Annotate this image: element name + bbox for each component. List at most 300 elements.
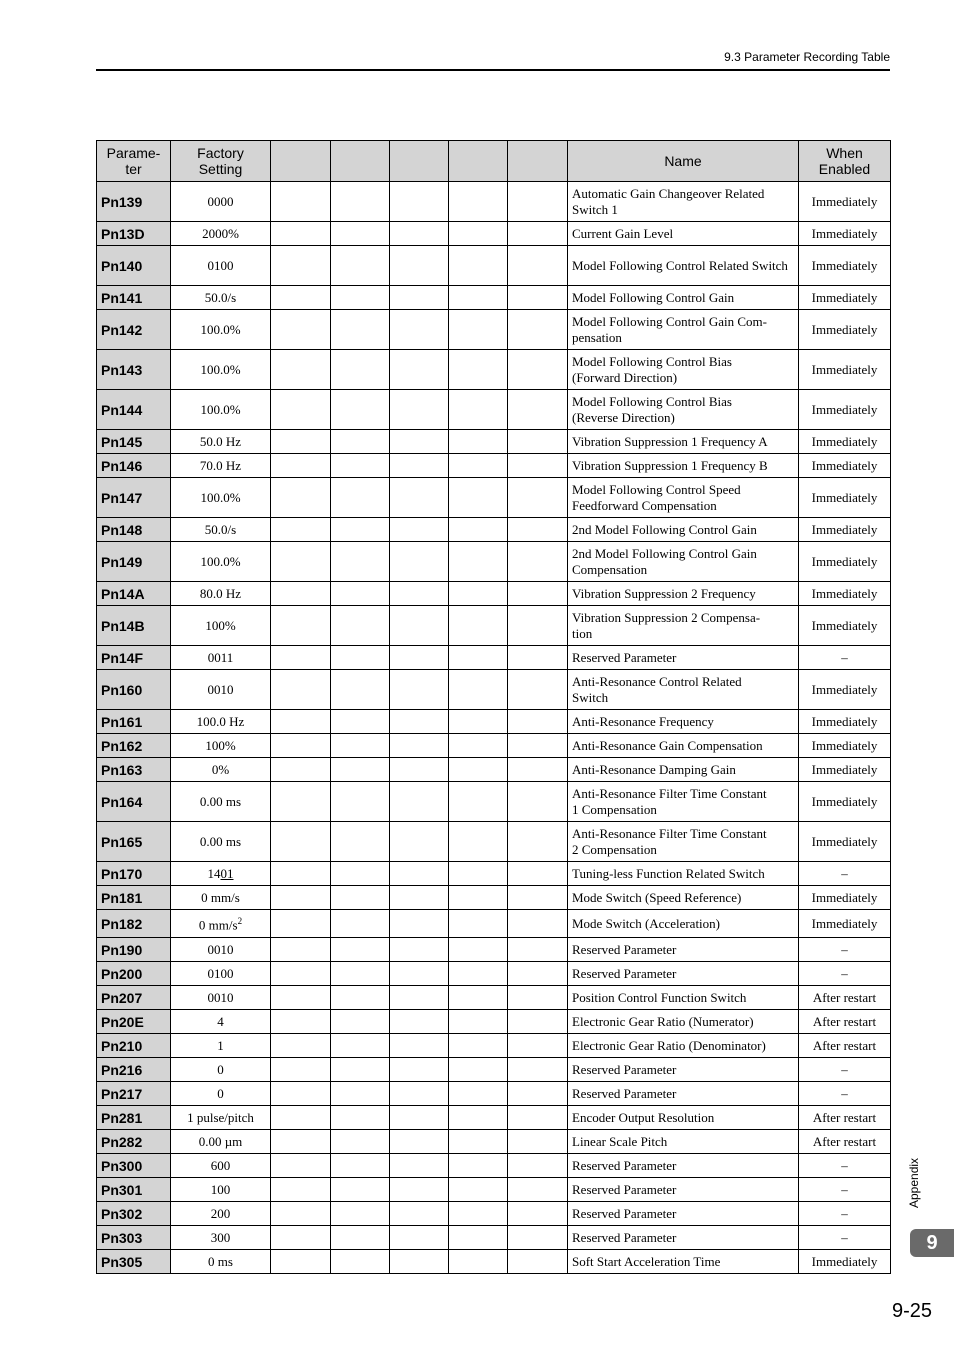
when-enabled <box>799 182 891 222</box>
record-cell <box>508 710 568 734</box>
record-cell <box>390 962 449 986</box>
record-cell <box>271 430 331 454</box>
record-cell <box>508 542 568 582</box>
parameter-code-text: Pn160 <box>101 681 143 698</box>
parameter-name <box>568 310 799 350</box>
record-cell <box>508 962 568 986</box>
factory-setting-text: 0011 <box>207 649 234 665</box>
page-number: 9-25 <box>891 1300 932 1322</box>
table-header-row <box>97 141 891 182</box>
when-enabled-text: Immediately <box>811 713 878 729</box>
table-row <box>97 1010 891 1034</box>
factory-setting-text: 70.0 Hz <box>199 457 242 473</box>
table-row <box>97 1106 891 1130</box>
table-row <box>97 758 891 782</box>
when-enabled-text: Immediately <box>811 1253 878 1269</box>
record-cell <box>390 1082 449 1106</box>
parameter-code <box>97 1058 171 1082</box>
parameter-code <box>97 1010 171 1034</box>
record-cell <box>331 734 390 758</box>
record-cell <box>508 246 568 286</box>
parameter-name <box>568 962 799 986</box>
parameter-name-text: Anti-Resonance Control Related Switch <box>572 673 742 705</box>
record-cell <box>331 910 390 938</box>
when-enabled <box>799 1010 891 1034</box>
factory-setting-text: 50.0/s <box>204 289 237 305</box>
parameter-name <box>568 182 799 222</box>
factory-setting-text: 50.0/s <box>204 521 237 537</box>
when-enabled <box>799 310 891 350</box>
factory-setting <box>171 310 271 350</box>
parameter-code-text: Pn282 <box>101 1133 143 1150</box>
record-cell <box>508 758 568 782</box>
parameter-code-text: Pn181 <box>101 889 143 906</box>
section-header: 9.3 Parameter Recording Table <box>724 50 890 64</box>
when-enabled <box>799 1058 891 1082</box>
record-cell <box>271 1250 331 1274</box>
parameter-name-text: Electronic Gear Ratio (Numerator) <box>572 1013 754 1029</box>
record-cell <box>331 182 390 222</box>
when-enabled <box>799 758 891 782</box>
col-record-5 <box>508 141 568 182</box>
parameter-name <box>568 886 799 910</box>
record-cell <box>390 1010 449 1034</box>
record-cell <box>449 1130 508 1154</box>
record-cell <box>271 986 331 1010</box>
table-row <box>97 734 891 758</box>
parameter-name-text: Anti-Resonance Filter Time Constant 2 Compensation <box>572 825 767 857</box>
record-cell <box>449 670 508 710</box>
record-cell <box>449 1106 508 1130</box>
table-row <box>97 862 891 886</box>
parameter-code <box>97 862 171 886</box>
parameter-code-text: Pn149 <box>101 553 143 570</box>
record-cell <box>271 910 331 938</box>
factory-setting-text: 300 <box>210 1229 231 1245</box>
table-row <box>97 1082 891 1106</box>
factory-setting <box>171 350 271 390</box>
record-cell <box>331 862 390 886</box>
factory-setting-superscript: 2 <box>237 916 243 927</box>
record-cell <box>449 1226 508 1250</box>
record-cell <box>331 606 390 646</box>
parameter-name-text: Current Gain Level <box>572 225 674 241</box>
when-enabled <box>799 862 891 886</box>
record-cell <box>449 518 508 542</box>
record-cell <box>271 782 331 822</box>
parameter-name-text: Model Following Control Gain <box>572 289 735 305</box>
parameter-name <box>568 1178 799 1202</box>
parameter-code-text: Pn207 <box>101 989 143 1006</box>
when-enabled-text: Immediately <box>811 737 878 753</box>
when-enabled-text: Immediately <box>811 521 878 537</box>
record-cell <box>331 1106 390 1130</box>
factory-setting <box>171 286 271 310</box>
parameter-name <box>568 1130 799 1154</box>
record-cell <box>449 646 508 670</box>
parameter-code-text: Pn14A <box>101 585 145 602</box>
record-cell <box>390 986 449 1010</box>
parameter-name <box>568 1034 799 1058</box>
record-cell <box>390 1058 449 1082</box>
factory-setting-text: 14 <box>207 865 221 881</box>
record-cell <box>331 758 390 782</box>
parameter-name <box>568 606 799 646</box>
factory-setting <box>171 734 271 758</box>
record-cell <box>449 1058 508 1082</box>
parameter-recording-table <box>96 140 891 1274</box>
when-enabled-text: – <box>841 865 848 881</box>
parameter-name <box>568 246 799 286</box>
when-enabled <box>799 606 891 646</box>
record-cell <box>508 1202 568 1226</box>
factory-setting <box>171 1058 271 1082</box>
record-cell <box>449 454 508 478</box>
parameter-name <box>568 1226 799 1250</box>
parameter-name <box>568 286 799 310</box>
record-cell <box>390 182 449 222</box>
record-cell <box>508 1106 568 1130</box>
record-cell <box>390 822 449 862</box>
parameter-name <box>568 1058 799 1082</box>
table-row <box>97 390 891 430</box>
record-cell <box>390 938 449 962</box>
col-factory-setting <box>171 141 271 182</box>
record-cell <box>390 542 449 582</box>
when-enabled-text: After restart <box>812 989 877 1005</box>
when-enabled-text: After restart <box>812 1013 877 1029</box>
table-row <box>97 350 891 390</box>
record-cell <box>271 734 331 758</box>
factory-setting-text: 100.0% <box>200 489 241 505</box>
factory-setting <box>171 542 271 582</box>
record-cell <box>271 670 331 710</box>
record-cell <box>390 1034 449 1058</box>
parameter-code <box>97 938 171 962</box>
record-cell <box>271 962 331 986</box>
record-cell <box>331 430 390 454</box>
record-cell <box>390 1130 449 1154</box>
parameter-name <box>568 582 799 606</box>
record-cell <box>449 1178 508 1202</box>
parameter-name-text: Soft Start Acceleration Time <box>572 1253 721 1269</box>
factory-setting <box>171 938 271 962</box>
parameter-name-text: Position Control Function Switch <box>572 989 747 1005</box>
record-cell <box>271 454 331 478</box>
record-cell <box>331 478 390 518</box>
record-cell <box>508 286 568 310</box>
record-cell <box>390 430 449 454</box>
parameter-code-text: Pn182 <box>101 915 143 932</box>
when-enabled-text: Immediately <box>811 833 878 849</box>
record-cell <box>331 710 390 734</box>
factory-setting-text: 0% <box>211 761 230 777</box>
parameter-code <box>97 542 171 582</box>
table-row <box>97 1226 891 1250</box>
parameter-code-text: Pn144 <box>101 401 143 418</box>
table-row <box>97 310 891 350</box>
parameter-name-text: Model Following Control Bias (Forward Direction) <box>572 353 732 385</box>
factory-setting <box>171 782 271 822</box>
parameter-name <box>568 1250 799 1274</box>
table-row <box>97 246 891 286</box>
record-cell <box>331 1202 390 1226</box>
parameter-name-text: Reserved Parameter <box>572 1181 677 1197</box>
parameter-code <box>97 582 171 606</box>
factory-setting <box>171 454 271 478</box>
parameter-name-text: Reserved Parameter <box>572 941 677 957</box>
when-enabled-text: Immediately <box>811 915 878 931</box>
record-cell <box>271 606 331 646</box>
table-row <box>97 670 891 710</box>
parameter-code <box>97 910 171 938</box>
parameter-name-text: Tuning-less Function Related Switch <box>572 865 765 881</box>
record-cell <box>390 1178 449 1202</box>
parameter-code <box>97 1226 171 1250</box>
factory-setting <box>171 246 271 286</box>
record-cell <box>271 1082 331 1106</box>
parameter-code <box>97 710 171 734</box>
record-cell <box>271 646 331 670</box>
parameter-name-text: Reserved Parameter <box>572 965 677 981</box>
parameter-code <box>97 518 171 542</box>
record-cell <box>508 182 568 222</box>
record-cell <box>449 910 508 938</box>
table-row <box>97 1130 891 1154</box>
table-row <box>97 886 891 910</box>
parameter-name <box>568 646 799 670</box>
parameter-code <box>97 670 171 710</box>
factory-setting <box>171 1010 271 1034</box>
record-cell <box>331 962 390 986</box>
record-cell <box>508 986 568 1010</box>
record-cell <box>331 986 390 1010</box>
parameter-code <box>97 962 171 986</box>
record-cell <box>331 350 390 390</box>
factory-setting-text: 600 <box>210 1157 231 1173</box>
parameter-code-text: Pn14B <box>101 617 145 634</box>
record-cell <box>390 710 449 734</box>
parameter-code <box>97 454 171 478</box>
parameter-code <box>97 310 171 350</box>
record-cell <box>508 1154 568 1178</box>
factory-setting-text: 0 mm/s <box>201 889 240 905</box>
record-cell <box>331 454 390 478</box>
factory-setting <box>171 1178 271 1202</box>
col-enabled-label: When Enabled <box>818 145 871 177</box>
record-cell <box>449 862 508 886</box>
when-enabled <box>799 1130 891 1154</box>
record-cell <box>508 1010 568 1034</box>
parameter-name-text: Mode Switch (Speed Reference) <box>572 889 742 905</box>
when-enabled <box>799 286 891 310</box>
record-cell <box>449 582 508 606</box>
record-cell <box>449 986 508 1010</box>
parameter-code <box>97 430 171 454</box>
record-cell <box>271 1106 331 1130</box>
record-cell <box>449 246 508 286</box>
record-cell <box>331 822 390 862</box>
record-cell <box>508 430 568 454</box>
when-enabled <box>799 938 891 962</box>
record-cell <box>449 710 508 734</box>
record-cell <box>508 606 568 646</box>
parameter-name-text: Model Following Control Related Switch <box>572 257 788 273</box>
col-record-3 <box>390 141 449 182</box>
record-cell <box>508 1034 568 1058</box>
factory-setting-text: 0 <box>217 1061 224 1077</box>
record-cell <box>449 1202 508 1226</box>
parameter-code <box>97 478 171 518</box>
parameter-name <box>568 782 799 822</box>
table-row <box>97 822 891 862</box>
factory-setting <box>171 1130 271 1154</box>
record-cell <box>449 222 508 246</box>
record-cell <box>449 310 508 350</box>
parameter-name-text: Reserved Parameter <box>572 649 677 665</box>
record-cell <box>390 310 449 350</box>
record-cell <box>271 518 331 542</box>
record-cell <box>508 1178 568 1202</box>
when-enabled-text: Immediately <box>811 793 878 809</box>
table-row <box>97 986 891 1010</box>
record-cell <box>331 1178 390 1202</box>
parameter-code <box>97 222 171 246</box>
factory-setting <box>171 606 271 646</box>
parameter-code-text: Pn164 <box>101 793 143 810</box>
parameter-name-text: Electronic Gear Ratio (Denominator) <box>572 1037 766 1053</box>
col-parameter <box>97 141 171 182</box>
factory-setting-text: 100.0% <box>200 553 241 569</box>
factory-setting-text: 0.00 µm <box>198 1133 243 1149</box>
record-cell <box>331 222 390 246</box>
record-cell <box>390 1226 449 1250</box>
record-cell <box>508 582 568 606</box>
parameter-code-text: Pn141 <box>101 289 143 306</box>
table-row <box>97 910 891 938</box>
factory-setting <box>171 518 271 542</box>
table-row <box>97 454 891 478</box>
record-cell <box>271 246 331 286</box>
record-cell <box>331 646 390 670</box>
parameter-name <box>568 1202 799 1226</box>
when-enabled-text: – <box>841 1061 848 1077</box>
when-enabled-text: Immediately <box>811 489 878 505</box>
parameter-name-text: Vibration Suppression 1 Frequency A <box>572 433 768 449</box>
record-cell <box>390 782 449 822</box>
record-cell <box>271 1034 331 1058</box>
parameter-name-text: 2nd Model Following Control Gain Compensation <box>572 545 757 577</box>
record-cell <box>271 1202 331 1226</box>
parameter-code-text: Pn147 <box>101 489 143 506</box>
record-cell <box>271 542 331 582</box>
when-enabled-text: – <box>841 1205 848 1221</box>
factory-setting-text: 2000% <box>202 225 239 241</box>
parameter-code <box>97 758 171 782</box>
parameter-code-text: Pn281 <box>101 1109 143 1126</box>
when-enabled <box>799 430 891 454</box>
record-cell <box>331 1034 390 1058</box>
parameter-name <box>568 670 799 710</box>
record-cell <box>271 582 331 606</box>
parameter-code <box>97 986 171 1010</box>
when-enabled <box>799 886 891 910</box>
factory-setting <box>171 962 271 986</box>
parameter-code-text: Pn301 <box>101 1181 143 1198</box>
record-cell <box>508 1082 568 1106</box>
record-cell <box>508 782 568 822</box>
parameter-code <box>97 782 171 822</box>
table-row <box>97 1058 891 1082</box>
when-enabled-text: – <box>841 965 848 981</box>
parameter-name-text: Vibration Suppression 2 Frequency <box>572 585 756 601</box>
when-enabled-text: Immediately <box>811 433 878 449</box>
parameter-name-text: Reserved Parameter <box>572 1205 677 1221</box>
record-cell <box>271 1010 331 1034</box>
record-cell <box>449 782 508 822</box>
parameter-code <box>97 1250 171 1274</box>
table-body <box>97 182 891 1274</box>
factory-setting-text: 100.0% <box>200 321 241 337</box>
parameter-code-text: Pn148 <box>101 521 143 538</box>
parameter-name-text: Reserved Parameter <box>572 1085 677 1101</box>
record-cell <box>331 938 390 962</box>
record-cell <box>449 1082 508 1106</box>
record-cell <box>390 910 449 938</box>
record-cell <box>390 1202 449 1226</box>
table-row <box>97 1202 891 1226</box>
parameter-name-text: Model Following Control Speed Feedforward Compensation <box>572 481 741 513</box>
when-enabled <box>799 222 891 246</box>
col-record-1 <box>271 141 331 182</box>
record-cell <box>390 862 449 886</box>
record-cell <box>331 886 390 910</box>
parameter-name <box>568 350 799 390</box>
record-cell <box>449 822 508 862</box>
table-row <box>97 962 891 986</box>
parameter-code <box>97 606 171 646</box>
record-cell <box>449 286 508 310</box>
record-cell <box>331 1226 390 1250</box>
record-cell <box>331 1130 390 1154</box>
record-cell <box>390 246 449 286</box>
factory-setting-text: 0.00 ms <box>199 793 242 809</box>
factory-setting <box>171 1202 271 1226</box>
factory-setting <box>171 710 271 734</box>
parameter-name-text: Model Following Control Gain Com- pensation <box>572 313 767 345</box>
parameter-code-text: Pn139 <box>101 193 143 210</box>
parameter-name <box>568 734 799 758</box>
when-enabled-text: After restart <box>812 1109 877 1125</box>
col-when-enabled <box>799 141 891 182</box>
when-enabled <box>799 910 891 938</box>
factory-setting <box>171 1106 271 1130</box>
record-cell <box>508 862 568 886</box>
parameter-name <box>568 1154 799 1178</box>
parameter-code <box>97 822 171 862</box>
record-cell <box>508 350 568 390</box>
record-cell <box>271 1154 331 1178</box>
factory-setting <box>171 1154 271 1178</box>
record-cell <box>508 822 568 862</box>
parameter-code <box>97 1154 171 1178</box>
factory-setting <box>171 670 271 710</box>
record-cell <box>449 938 508 962</box>
parameter-name <box>568 390 799 430</box>
parameter-name <box>568 430 799 454</box>
record-cell <box>390 390 449 430</box>
factory-setting-text: 0 ms <box>208 1253 233 1269</box>
